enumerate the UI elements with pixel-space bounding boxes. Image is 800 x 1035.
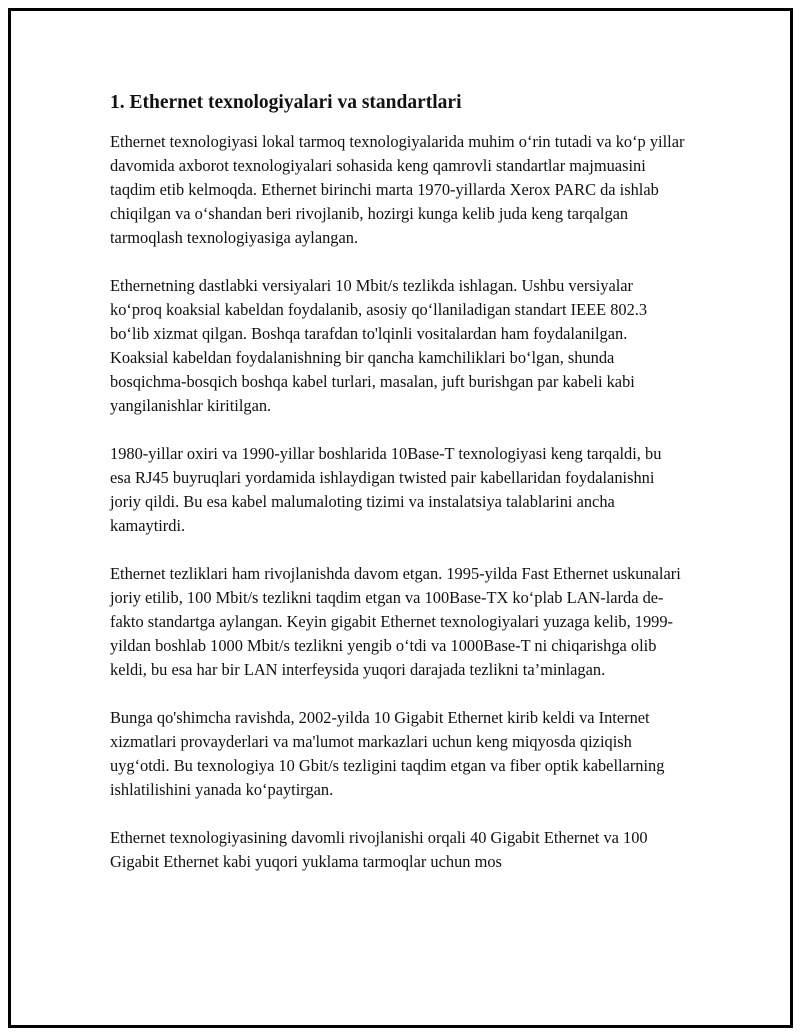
paragraph-40-100-gigabit: Ethernet texnologiyasining davomli rivojlanishi orqali 40 Gigabit Ethernet va 100 Gigabit Ethernet kabi yuqori yuklama tarmoqlar uchun mos <box>110 828 648 871</box>
paragraph-intro: Ethernet texnologiyasi lokal tarmoq texnologiyalarida muhim o‘rin tutadi va ko‘p yillar davomida axborot texnologiyalari sohasida keng qamrovli standartlar majmuasini taqdim etib kelmoqda. Ethernet birinchi marta 1970-yillarda Xerox PARC da ishlab chiqilgan va o‘shandan beri rivojlanib, hozirgi kunga kelib juda keng tarqalgan tarmoqlash texnologiyasiga aylangan. <box>110 132 685 247</box>
paragraph-10base-t: 1980-yillar oxiri va 1990-yillar boshlarida 10Base-T texnologiyasi keng tarqaldi, bu esa RJ45 buyruqlari yordamida ishlaydigan twisted pair kabellaridan foydalanishni joriy qildi. Bu esa kabel malumaloting tizimi va instalatsiya talablarini ancha kamaytirdi. <box>110 444 662 535</box>
paragraph-early-versions: Ethernetning dastlabki versiyalari 10 Mbit/s tezlikda ishlagan. Ushbu versiyalar ko‘proq koaksial kabeldan foydalanib, asosiy qo‘llaniladigan standart IEEE 802.3 bo‘lib xizmat qilgan. Boshqa tarafdan to'lqinli vositalardan ham foydalanilgan. Koaksial kabeldan foydalanishning bir qancha kamchiliklari bo‘lgan, shunda bosqichma-bosqich boshqa kabel turlari, masalan, juft burishgan par kabeli kabi yangilanishlar kiritilgan. <box>110 276 648 415</box>
paragraph-10-gigabit: Bunga qo'shimcha ravishda, 2002-yilda 10 Gigabit Ethernet kirib keldi va Internet xizmatlari provayderlari va ma'lumot markazlari uchun keng miqyosda qiziqish uyg‘otdi. Bu texnologiya 10 Gbit/s tezligini taqdim etgan va fiber optik kabellarning ishlatilishini yanada ko‘paytirgan. <box>110 708 665 799</box>
section-heading: 1. Ethernet texnologiyalari va standartlari <box>110 92 462 113</box>
document-body <box>110 88 685 898</box>
paragraph-fast-gigabit: Ethernet tezliklari ham rivojlanishda davom etgan. 1995-yilda Fast Ethernet uskunalari joriy etilib, 100 Mbit/s tezlikni taqdim etgan va 100Base-TX ko‘plab LAN-larda de-fakto standartga aylangan. Keyin gigabit Ethernet texnologiyalari yuzaga kelib, 1999-yildan boshlab 1000 Mbit/s tezlikni yengib o‘tdi va 1000Base-T ni chiqarishga olib keldi, bu esa har bir LAN interfeysida yuqori darajada tezlikni ta’minlagan. <box>110 564 681 679</box>
